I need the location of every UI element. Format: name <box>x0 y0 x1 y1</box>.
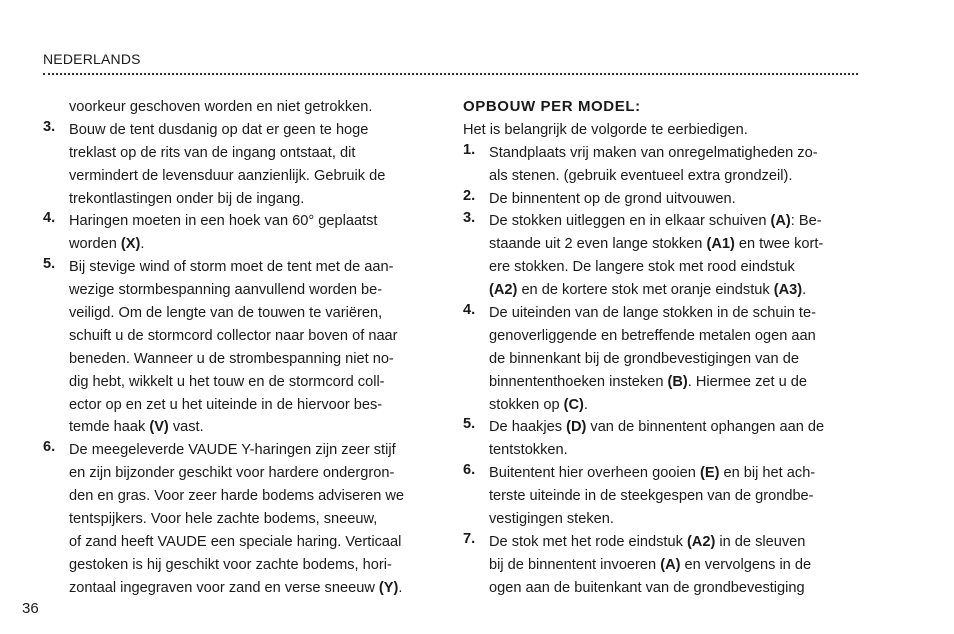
step-line <box>489 210 858 233</box>
figure-ref: (A) <box>660 556 681 573</box>
step-line: tentstokken. <box>489 442 568 459</box>
continuation-text: voorkeur geschoven worden en niet getrokken. <box>69 99 373 115</box>
item-number: 5. <box>43 256 56 273</box>
item-number: 6. <box>43 439 56 456</box>
step-5 <box>463 416 858 462</box>
step-4 <box>463 302 858 416</box>
item-text: zontaal ingegraven voor zand en verse sneeuw <box>69 579 379 596</box>
step-line: Standplaats vrij maken van onregelmatigheden zo- <box>489 144 818 161</box>
step-text: staande uit 2 even lange stokken <box>489 236 707 253</box>
step-text: De stok met het rode eindstuk <box>489 533 687 550</box>
item-text: temde haak <box>69 419 150 436</box>
figure-ref: (A2) <box>686 533 716 550</box>
step-text: en vervolgens in de <box>680 556 812 573</box>
step-text: bij de binnentent invoeren <box>489 556 661 573</box>
figure-ref: (V) <box>149 419 169 436</box>
item-line: dig hebt, wikkelt u het touw en de stormcord coll- <box>69 373 385 390</box>
step-line <box>489 279 858 302</box>
figure-ref: (B) <box>667 373 688 390</box>
item-line: trekontlastingen onder bij de ingang. <box>69 190 305 207</box>
item-line: of zand heeft VAUDE een speciale haring. Verticaal <box>69 533 402 550</box>
dotted-divider <box>43 73 858 75</box>
item-line: gestoken is hij geschikt voor zachte bodems, hori- <box>69 556 392 573</box>
figure-ref: (A1) <box>706 236 735 253</box>
list-item-4 <box>43 210 438 256</box>
step-text: van de binnentent ophangen aan de <box>586 419 825 436</box>
figure-ref: (Y) <box>378 579 399 596</box>
step-line <box>489 531 858 554</box>
step-number: 2. <box>463 187 476 204</box>
list-item-6 <box>43 439 438 599</box>
item-line: Bouw de tent dusdanig op dat er geen te hoge <box>69 121 369 138</box>
item-line: treklast op de rits van de ingang ontstaat, dit <box>69 144 356 161</box>
step-text: binnententhoeken insteken <box>489 373 668 390</box>
item-line: beneden. Wanneer u de strombespanning niet no- <box>69 350 394 367</box>
item-line <box>69 233 438 256</box>
step-number: 6. <box>463 462 476 479</box>
step-text: en twee kort- <box>734 236 824 253</box>
step-line: terste uiteinde in de steekgespen van de grondbe- <box>489 488 814 505</box>
step-line <box>489 416 858 439</box>
step-text: . <box>583 396 588 413</box>
item-line: wezige stormbespanning aanvullend worden be- <box>69 282 383 299</box>
step-line <box>489 233 858 256</box>
step-line: ogen aan de buitenkant van de grondbevestiging <box>489 579 805 596</box>
step-line: de binnenkant bij de grondbevestigingen van de <box>489 350 799 367</box>
item-line: schuift u de stormcord collector naar boven of naar <box>69 327 398 344</box>
item-line: De meegeleverde VAUDE Y-haringen zijn zeer stijf <box>69 442 396 459</box>
figure-ref: (A2) <box>489 282 518 299</box>
item-text: vast. <box>168 419 204 436</box>
page-number: 36 <box>22 600 39 617</box>
section-header: NEDERLANDS <box>43 51 141 67</box>
item-text: worden <box>69 236 121 253</box>
section-title: OPBOUW PER MODEL: <box>463 98 641 115</box>
figure-ref: (A3) <box>773 282 803 299</box>
item-line: Bij stevige wind of storm moet de tent met de aan- <box>69 259 394 276</box>
step-number: 7. <box>463 530 476 547</box>
step-line <box>489 371 858 394</box>
item-line: den en gras. Voor zeer harde bodems adviseren we <box>69 488 405 505</box>
step-3 <box>463 210 858 302</box>
item-line: Haringen moeten in een hoek van 60° geplaatst <box>69 213 378 230</box>
item-line <box>69 416 438 439</box>
step-line <box>489 462 858 485</box>
item-line: en zijn bijzonder geschikt voor hardere ondergron- <box>69 465 395 482</box>
step-text: Buitentent hier overheen gooien <box>489 465 700 482</box>
step-number: 1. <box>463 141 476 158</box>
step-7 <box>463 531 858 600</box>
step-text: in de sleuven <box>715 533 806 550</box>
step-text: : Be- <box>790 213 822 230</box>
step-line: De binnentent op de grond uitvouwen. <box>489 190 736 207</box>
step-text: en bij het ach- <box>719 465 816 482</box>
right-column <box>463 96 858 600</box>
item-line: veiligd. Om de lengte van de touwen te variëren, <box>69 305 383 322</box>
step-text: De haakjes <box>489 419 567 436</box>
item-text: . <box>398 579 403 596</box>
figure-ref: (A) <box>770 213 791 230</box>
step-1 <box>463 142 858 188</box>
item-line: tentspijkers. Voor hele zachte bodems, sneeuw, <box>69 511 378 528</box>
step-text: De stokken uitleggen en in elkaar schuiven <box>489 213 771 230</box>
step-line <box>489 554 858 577</box>
step-text: stokken op <box>489 396 564 413</box>
step-line: ere stokken. De langere stok met rood eindstuk <box>489 259 795 276</box>
step-6 <box>463 462 858 531</box>
list-item-3 <box>43 119 438 211</box>
step-line: genoverliggende en betreffende metalen ogen aan <box>489 327 816 344</box>
item-text: . <box>140 236 145 253</box>
step-2 <box>463 188 858 211</box>
step-line: als stenen. (gebruik eventueel extra grondzeil). <box>489 167 793 184</box>
item-number: 4. <box>43 210 56 227</box>
item-number: 3. <box>43 118 56 135</box>
figure-ref: (C) <box>563 396 584 413</box>
step-number: 3. <box>463 210 476 227</box>
step-text: en de kortere stok met oranje eindstuk <box>517 282 774 299</box>
step-text: . Hiermee zet u de <box>687 373 808 390</box>
step-line: vestigingen steken. <box>489 511 614 528</box>
step-line: De uiteinden van de lange stokken in de schuin te- <box>489 305 816 322</box>
step-number: 4. <box>463 302 476 319</box>
left-column <box>43 96 438 600</box>
list-item-5 <box>43 256 438 439</box>
item-line <box>69 577 438 600</box>
figure-ref: (X) <box>120 236 141 253</box>
step-line <box>489 394 858 417</box>
intro-text: Het is belangrijk de volgorde te eerbiedigen. <box>463 121 748 138</box>
step-text: . <box>802 282 807 299</box>
figure-ref: (D) <box>566 419 587 436</box>
step-number: 5. <box>463 416 476 433</box>
figure-ref: (E) <box>699 465 720 482</box>
item-line: vermindert de levensduur aanzienlijk. Gebruik de <box>69 167 386 184</box>
item-line: ector op en zet u het uiteinde in de hiervoor bes- <box>69 396 383 413</box>
